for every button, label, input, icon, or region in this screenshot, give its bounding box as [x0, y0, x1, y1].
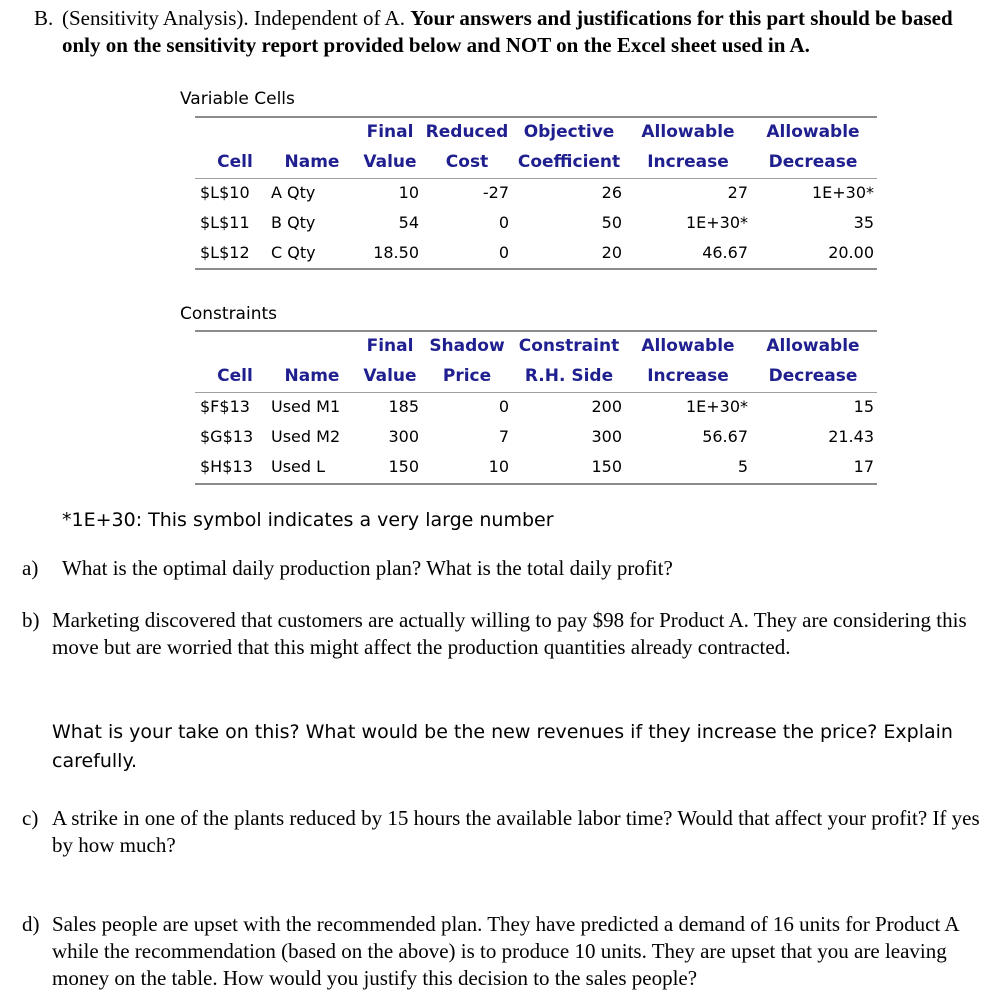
vc-header-coefficient: Coefficient [517, 152, 621, 172]
section-letter: B. [34, 6, 54, 30]
table-cell: A Qty [271, 183, 316, 202]
vc-header-final: Final [366, 122, 414, 142]
con-header-allowable-dec: Allowable [766, 336, 860, 356]
con-header-final: Final [366, 336, 414, 356]
table-cell: 185 [388, 397, 419, 416]
con-header-name: Name [284, 366, 340, 386]
table-cell: 300 [591, 427, 622, 446]
con-header-rhs: R.H. Side [524, 366, 614, 386]
vc-header-decrease: Decrease [768, 152, 858, 172]
table-cell: 56.67 [702, 427, 748, 446]
vc-header-increase: Increase [647, 152, 729, 172]
con-header-decrease: Decrease [768, 366, 858, 386]
variable-cells-header-rule [195, 178, 877, 179]
table-cell: 50 [601, 213, 622, 232]
table-cell: 1E+30* [685, 397, 748, 416]
table-cell: 20 [601, 243, 622, 262]
table-cell: Used M2 [271, 427, 341, 446]
constraints-top-rule [195, 330, 877, 332]
table-cell: 18.50 [373, 243, 419, 262]
table-cell: $L$10 [200, 183, 250, 202]
section-intro-bold: Your answers and justifications for this part should be based only on the sensitivity report provided below and NOT on the Excel sheet used in A. [62, 6, 953, 57]
footnote: *1E+30: This symbol indicates a very large number [62, 509, 554, 531]
section-intro [62, 5, 987, 59]
question-d-text: Sales people are upset with the recommended plan. They have predicted a demand of 16 units for Product A while the recommendation (based on the above) is to produce 10 units. They are upset that you are leaving money on the table. How would you justify this decision to the sales people? [52, 912, 959, 990]
table-cell: 17 [853, 457, 874, 476]
question-d-label: d) [22, 912, 40, 936]
vc-header-value: Value [363, 152, 417, 172]
table-cell: $L$12 [200, 243, 250, 262]
table-cell: 21.43 [828, 427, 874, 446]
section-intro-plain: (Sensitivity Analysis). Independent of A. [62, 6, 405, 30]
table-cell: 20.00 [828, 243, 874, 262]
table-cell: Used M1 [271, 397, 341, 416]
table-cell: C Qty [271, 243, 316, 262]
question-a-label: a) [22, 556, 39, 580]
con-header-allowable-inc: Allowable [641, 336, 735, 356]
question-b-label: b) [22, 608, 40, 632]
table-cell: $L$11 [200, 213, 250, 232]
constraints-title: Constraints [180, 304, 277, 324]
variable-cells-title: Variable Cells [180, 89, 295, 109]
table-cell: 27 [727, 183, 748, 202]
table-cell: -27 [482, 183, 509, 202]
table-cell: 150 [388, 457, 419, 476]
table-cell: 0 [498, 213, 509, 232]
vc-header-allowable-inc: Allowable [641, 122, 735, 142]
question-a-text: What is the optimal daily production plan? What is the total daily profit? [62, 556, 673, 580]
table-cell: $H$13 [200, 457, 253, 476]
con-header-value: Value [363, 366, 417, 386]
vc-header-cost: Cost [445, 152, 489, 172]
table-cell: 200 [591, 397, 622, 416]
question-b-followup: What is your take on this? What would be the new revenues if they increase the price? Explain carefully. [52, 721, 953, 772]
table-cell: 10 [488, 457, 509, 476]
table-cell: 1E+30* [685, 213, 748, 232]
table-cell: Used L [271, 457, 326, 476]
question-c-text: A strike in one of the plants reduced by 15 hours the available labor time? Would that affect your profit? If yes by how much? [52, 806, 980, 857]
table-cell: 0 [498, 397, 509, 416]
question-c-label: c) [22, 806, 39, 830]
con-header-price: Price [442, 366, 492, 386]
constraints-bottom-rule [195, 483, 877, 485]
table-cell: 10 [398, 183, 419, 202]
variable-cells-bottom-rule [195, 268, 877, 270]
table-cell: B Qty [271, 213, 316, 232]
table-cell: $G$13 [200, 427, 254, 446]
table-cell: 46.67 [702, 243, 748, 262]
table-cell: 54 [398, 213, 419, 232]
table-cell: 7 [498, 427, 509, 446]
constraints-header-rule [195, 392, 877, 393]
table-cell: $F$13 [200, 397, 250, 416]
con-header-increase: Increase [647, 366, 729, 386]
con-header-constraint: Constraint [518, 336, 620, 356]
table-cell: 15 [853, 397, 874, 416]
table-cell: 150 [591, 457, 622, 476]
table-cell: 35 [853, 213, 874, 232]
table-cell: 300 [388, 427, 419, 446]
vc-header-reduced: Reduced [425, 122, 509, 142]
vc-header-allowable-dec: Allowable [766, 122, 860, 142]
vc-header-cell: Cell [217, 152, 253, 172]
con-header-shadow: Shadow [429, 336, 505, 356]
con-header-cell: Cell [217, 366, 253, 386]
vc-header-objective: Objective [523, 122, 615, 142]
vc-header-name: Name [284, 152, 340, 172]
table-cell: 0 [498, 243, 509, 262]
question-b-text: Marketing discovered that customers are actually willing to pay $98 for Product A. They are considering this move but are worried that this might affect the production quantities already contracted. [52, 608, 967, 659]
table-cell: 26 [601, 183, 622, 202]
variable-cells-top-rule [195, 116, 877, 118]
table-cell: 1E+30* [811, 183, 874, 202]
table-cell: 5 [737, 457, 748, 476]
